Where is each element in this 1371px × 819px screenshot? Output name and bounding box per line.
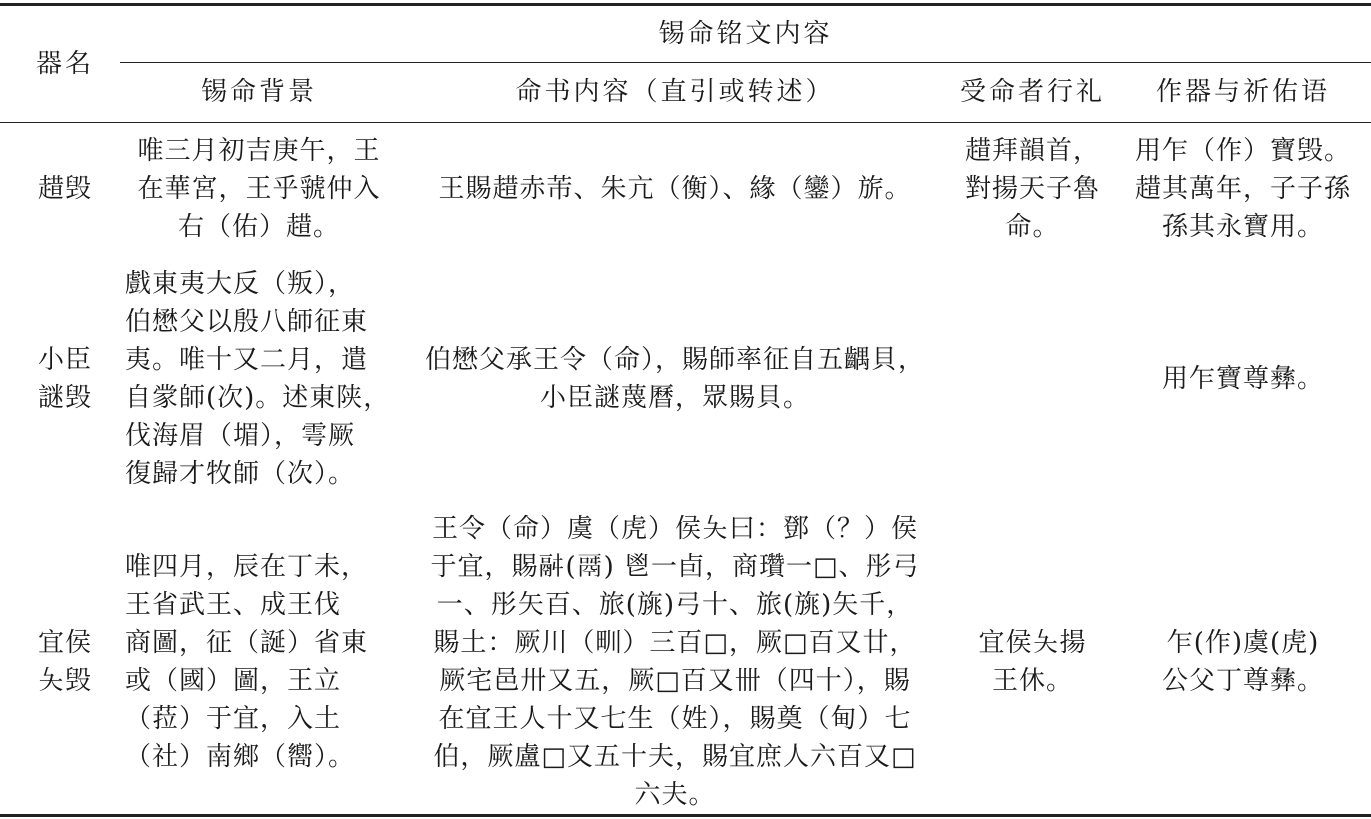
decree-line: 于宜，賜𩰫(𩰬) 鬯一卣，商瓚一□、彤弓 (430, 552, 920, 582)
header-vessel-name: 器名 (35, 49, 94, 79)
background-line: 唯四月，辰在丁未， (125, 552, 369, 582)
decree-line: 六夫。 (634, 780, 716, 810)
column-header-background: 锡命背景 (200, 77, 317, 107)
decree-line: 小臣謎蔑曆，眾賜貝。 (539, 383, 810, 413)
background-line: （菈）于宜，入土 (125, 704, 342, 734)
ritual-line: 趞拜韻首， (964, 136, 1100, 166)
decree-line: 賜土：厥川（甽）三百□，厥□百又廿， (433, 628, 917, 658)
ritual-cell (950, 510, 1115, 814)
decree-cell (405, 265, 945, 493)
header-bottom-rule (0, 122, 1371, 123)
decree-line: 伯懋父承王令（命），賜師率征自五齵貝， (424, 345, 925, 375)
decree-line: 在宜王人十又七生（姓），賜奠（甸）七 (438, 704, 912, 734)
prayer-cell (1115, 510, 1371, 814)
vessel-name: 趞毁 (37, 174, 92, 204)
background-line: 夷。唯十又二月，遣 (125, 345, 369, 375)
prayer-line: 公父丁尊彝。 (1161, 666, 1324, 696)
decree-line: 厥宅邑卅又五，厥□百又卌（四十），賜 (439, 666, 911, 696)
background-cell (125, 132, 393, 246)
ritual-cell (950, 265, 1115, 493)
ritual-line: 命。 (1005, 212, 1060, 242)
vessel-cell (0, 132, 130, 246)
decree-cell (405, 132, 945, 246)
decree-line: 一、彤矢百、旅(旐)弓十、旅(旐)矢千， (436, 590, 914, 620)
prayer-cell (1115, 132, 1371, 246)
ritual-cell (950, 132, 1115, 246)
vessel-cell (0, 510, 130, 814)
background-line: 在華宮，王乎虢仲入 (137, 174, 381, 204)
vessel-name: 小臣 (37, 345, 92, 375)
background-line: 唯三月初吉庚午，王 (137, 136, 381, 166)
decree-cell (405, 510, 945, 814)
ritual-line: 王休。 (991, 666, 1073, 696)
column-header-ritual: 受命者行礼 (959, 77, 1105, 107)
header-group-title: 锡命铭文内容 (658, 19, 833, 49)
background-line: 復歸才牧師（次）。 (125, 459, 356, 489)
background-cell (125, 510, 393, 814)
prayer-line: 用乍（作）寶毁。 (1134, 136, 1351, 166)
background-cell (125, 265, 393, 493)
prayer-line: 孫其永寶用。 (1161, 212, 1324, 242)
background-line: 王省武王、成王伐 (125, 590, 342, 620)
table-bottom-rule (0, 814, 1371, 817)
background-line: 或（國）圖，王立 (125, 666, 342, 696)
decree-line: 王令（命）虞（虎）侯夨曰：鄧（？）侯 (431, 514, 918, 544)
prayer-cell (1115, 265, 1371, 493)
background-line: 商圖，征（誕）省東 (125, 628, 369, 658)
vessel-name: 宜侯 (37, 628, 92, 658)
background-line: 自䝉師(次)。述東陕， (125, 383, 391, 413)
ritual-line: 對揚天子魯 (964, 174, 1100, 204)
column-header-prayer: 作器与祈佑语 (1155, 77, 1330, 107)
vessel-cell (0, 265, 130, 493)
background-line: 伐海眉（堳），雩厥 (125, 421, 356, 451)
column-header-decree: 命书内容（直引或转述） (515, 77, 835, 107)
ritual-line: 宜侯夨揚 (978, 628, 1087, 658)
vessel-name: 夨毁 (37, 666, 92, 696)
prayer-line: 用乍寶尊彝。 (1161, 364, 1324, 394)
background-line: （社）南鄉（嚮）。 (125, 742, 356, 772)
background-line: 伯懋父以殷八師征東 (125, 307, 369, 337)
decree-line: 伯，厥盧□又五十夫，賜宜庶人六百又□ (433, 742, 917, 772)
background-line: 右（佑）趞。 (177, 212, 340, 242)
prayer-line: 趞其萬年，子子孫 (1134, 174, 1351, 204)
prayer-line: 乍(作)虞(虎) (1166, 628, 1320, 658)
background-line: 戲東夷大反（叛）， (125, 269, 356, 299)
decree-line: 王賜趞赤芾、朱亢（衡）、緣（鑾）旂。 (438, 174, 912, 204)
vessel-name: 謎毁 (37, 383, 92, 413)
